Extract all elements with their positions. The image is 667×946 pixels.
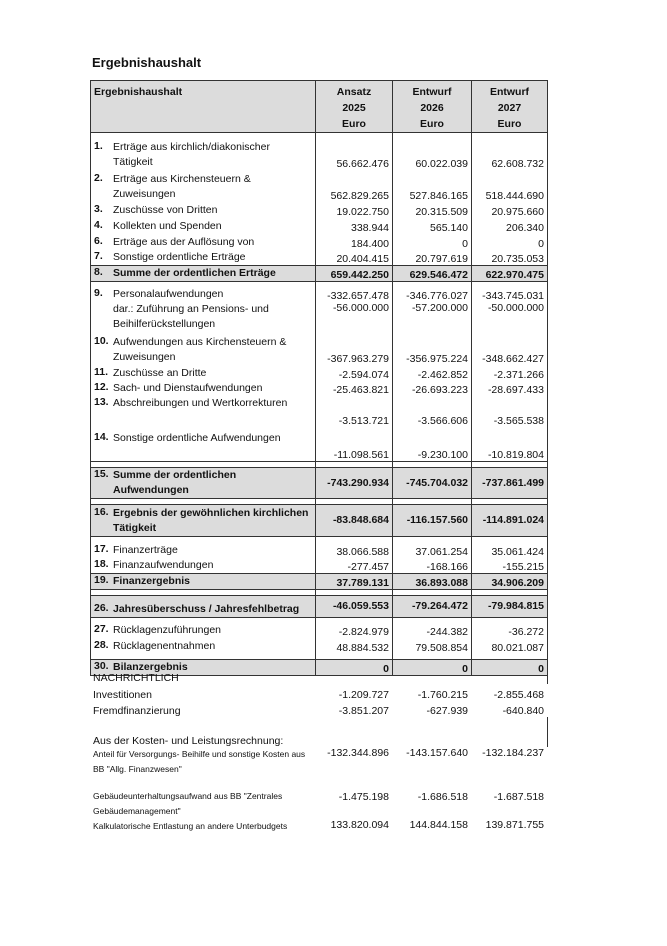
notes-table [90,668,548,849]
table-row: 14. Sonstige ordentliche Aufwendungen -11.098.561 -9.230.100 -10.819.804 [91,427,548,461]
header-col-2027: Entwurf 2027 Euro [472,81,548,133]
header-label: Ergebnishaushalt [91,81,316,133]
sum-row: 15. Summe der ordentlichen Aufwendungen -743.290.934 -745.704.032 -737.861.499 [91,467,548,498]
header-col-2025: Ansatz 2025 Euro [316,81,393,133]
table-row: 17. Finanzerträge 38.066.588 37.061.254 35.061.424 [91,542,548,558]
table-row: 6. Erträge aus der Auflösung von 184.400 0 0 [91,234,548,250]
table-row: 4. Kollekten und Spenden 338.944 565.140 206.340 [91,218,548,234]
table-row: 28. Rücklagenentnahmen 48.884.532 79.508.854 80.021.087 [91,638,548,654]
table-row: Fremdfinanzierung -3.851.207 -627.939 -640.840 [93,705,545,717]
table-row: 2. Erträge aus Kirchensteuern & Zuweisungen 562.829.265 527.846.165 518.444.690 [91,170,548,202]
table-row: Anteil für Versorgungs- Beihilfe und sonstige Kosten aus BB "Allg. Finanzwesen" -132.344.896 -143.157.640 -132.184.237 [93,747,545,774]
sum-row: 30. Bilanzergebnis 0 0 0 [91,659,548,675]
table-row: 27. Rücklagenzuführungen -2.824.979 -244.382 -36.272 [91,623,548,638]
table-row: 7. Sonstige ordentliche Erträge 20.404.415 20.797.619 20.735.053 [91,250,548,266]
page-title: Ergebnishaushalt [92,55,202,70]
header-col-2026: Entwurf 2026 Euro [393,81,472,133]
table-header-row [91,81,548,133]
table-row: 12. Sach- und Dienstaufwendungen -25.463.821 -26.693.223 -28.697.433 [91,381,548,396]
sum-row: 19. Finanzergebnis 37.789.131 36.893.088 34.906.209 [91,573,548,589]
table-row: Investitionen -1.209.727 -1.760.215 -2.855.468 [93,689,545,701]
table-row: 13. Abschreibungen und Wertkorrekturen -3.513.721 -3.566.606 -3.565.538 [91,396,548,427]
table-row: Kalkulatorische Entlastung an andere Unterbudgets 133.820.094 144.844.158 139.871.755 [93,819,545,831]
table-row: 3. Zuschüsse von Dritten 19.022.750 20.315.509 20.975.660 [91,202,548,218]
ergebnishaushalt-table [90,80,548,676]
table-row: 1. Erträge aus kirchlich/diakonischer Tätigkeit 56.662.476 60.022.039 62.608.732 [91,138,548,170]
table-row: 11. Zuschüsse an Dritte -2.594.074 -2.462.852 -2.371.266 [91,365,548,381]
table-row: 10. Aufwendungen aus Kirchensteuern & Zuweisungen -367.963.279 -356.975.224 -348.662.427 [91,332,548,365]
table-row: dar.: Zuführung an Pensions- und Beihilferückstellungen -56.000.000 -57.200.000 -50.000.000 [91,302,548,332]
notes-heading: NACHRICHTLICH [90,668,547,684]
sum-row: 8. Summe der ordentlichen Erträge 659.442.250 629.546.472 622.970.475 [91,266,548,282]
sum-row: 26. Jahresüberschuss / Jahresfehlbetrag -46.059.553 -79.264.472 -79.984.815 [91,595,548,617]
table-row: 9. Personalaufwendungen -332.657.478 -346.776.027 -343.745.031 [91,287,548,302]
kosten-heading: Aus der Kosten- und Leistungsrechnung: [90,717,547,747]
table-row: Gebäudeunterhaltungsaufwand aus BB "Zentrales Gebäudemanagement" -1.475.198 -1.686.518 -1.687.518 [93,791,545,816]
table-row: 18. Finanzaufwendungen -277.457 -168.166 -155.215 [91,558,548,574]
sum-row: 16. Ergebnis der gewöhnlichen kirchlichen Tätigkeit -83.848.684 -116.157.560 -114.891.024 [91,504,548,536]
